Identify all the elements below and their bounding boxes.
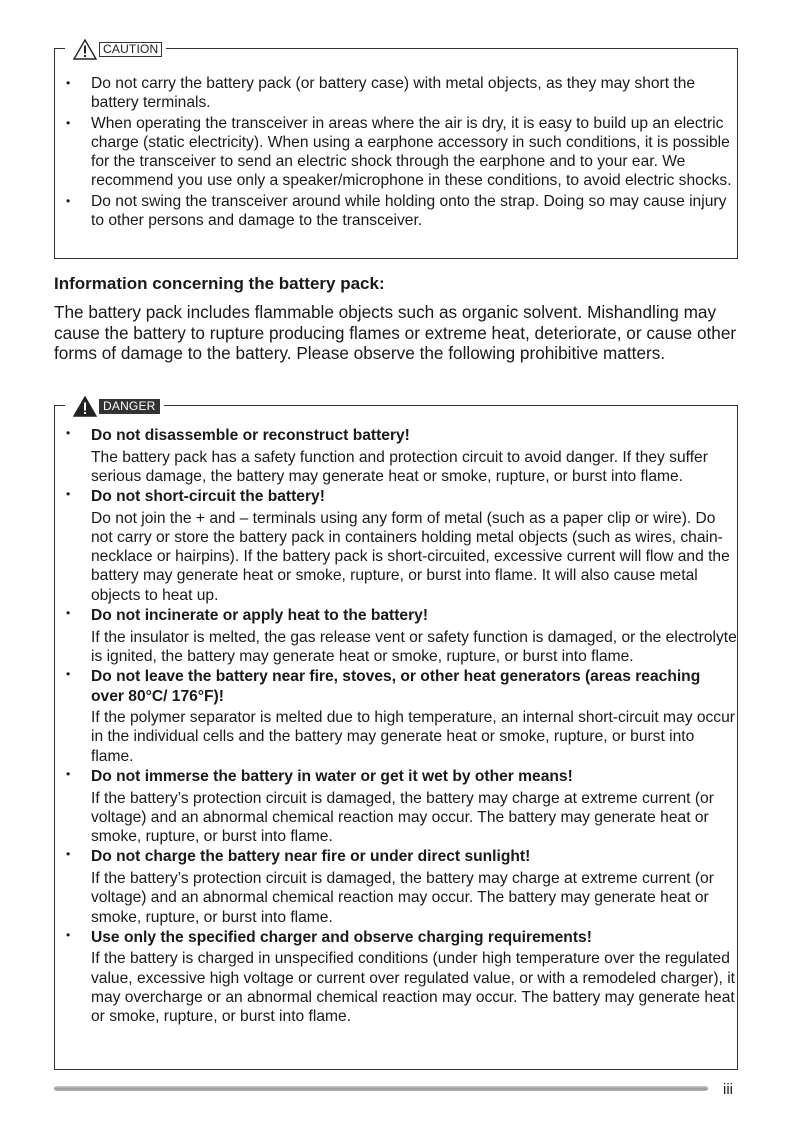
- danger-item-body: If the battery’s protection circuit is damaged, the battery may charge at extreme current (or voltage) and an abnormal chemical reaction may occur. The battery may generate heat or smoke, rupture, or burst into flame.: [91, 869, 714, 926]
- danger-item-body: The battery pack has a safety function and protection circuit to avoid danger. If they suffer serious damage, the battery may generate heat or smoke, rupture, or burst into flame.: [91, 448, 708, 485]
- page-number: iii: [723, 1081, 733, 1098]
- section-heading: Information concerning the battery pack:: [54, 274, 385, 293]
- danger-tag: [65, 395, 164, 417]
- danger-item-title: • Do not incinerate or apply heat to the battery!: [91, 607, 429, 625]
- caution-box: [54, 41, 738, 259]
- danger-item: [55, 667, 737, 766]
- caution-item: • When operating the transceiver in areas where the air is dry, it is easy to build up an electric charge (static electricity). When using a earphone accessory in such conditions, it is possible for the transceiver to send an electric shock through the earphone and to your ear. We recommend you use only a speaker/microphone in these conditions, to avoid electric shocks.: [55, 114, 737, 190]
- danger-item: [55, 606, 737, 666]
- caution-list: [55, 49, 737, 230]
- danger-item: [55, 847, 737, 926]
- danger-item-body: Do not join the + and – terminals using any form of metal (such as a paper clip or wire). Do not carry or store the battery pack in containers holding metal objects (such as wires, chain-necklace or hairpins). If the battery pack is short-circuited, excessive current will flow and the battery may generate heat or smoke, rupture, or burst into flame. It will also cause metal objects to heat up.: [91, 509, 730, 604]
- danger-item: [55, 487, 737, 605]
- caution-tag: [65, 38, 166, 60]
- danger-item-body: If the battery’s protection circuit is damaged, the battery may charge at extreme current (or voltage) and an abnormal chemical reaction may occur. The battery may generate heat or smoke, rupture, or burst into flame.: [91, 789, 714, 846]
- danger-item-title: • Do not charge the battery near fire or under direct sunlight!: [91, 848, 531, 866]
- danger-item-body: If the battery is charged in unspecified conditions (under high temperature over the regulated value, excessive high voltage or current over regulated value, or with a remodeled charger), it may overcharge or an abnormal chemical reaction may occur. The battery may generate heat or smoke, rupture, or burst into flame.: [91, 950, 736, 1026]
- danger-item-body: If the insulator is melted, the gas release vent or safety function is damaged, or the electrolyte is ignited, the battery may generate heat or smoke, rupture, or burst into flame.: [91, 628, 737, 665]
- danger-item-title: • Use only the specified charger and observe charging requirements!: [91, 928, 592, 946]
- footer-rule: [54, 1086, 708, 1091]
- danger-item-title: • Do not leave the battery near fire, stoves, or other heat generators (areas reaching over 80°C/ 176°F)!: [91, 668, 701, 705]
- danger-label: DANGER: [99, 399, 160, 414]
- caution-item: • Do not swing the transceiver around while holding onto the strap. Doing so may cause injury to other persons and damage to the transceiver.: [55, 192, 737, 230]
- danger-item: [55, 767, 737, 846]
- danger-item: [55, 426, 737, 486]
- danger-item: [55, 928, 737, 1027]
- caution-label: CAUTION: [99, 42, 162, 57]
- danger-list: [55, 406, 737, 1027]
- danger-item-title: • Do not disassemble or reconstruct battery!: [91, 427, 410, 444]
- caution-item: • Do not carry the battery pack (or battery case) with metal objects, as they may short the battery terminals.: [55, 74, 737, 112]
- intro-paragraph: The battery pack includes flammable objects such as organic solvent. Mishandling may cause the battery to rupture producing flames or extreme heat, deteriorate, or cause other forms of damage to the battery. Please observe the following prohibitive matters.: [54, 302, 737, 364]
- danger-item-title: • Do not immerse the battery in water or get it wet by other means!: [91, 768, 573, 786]
- danger-item-body: If the polymer separator is melted due to high temperature, an internal short-circuit may occur in the individual cells and the battery may generate heat or smoke, rupture, or burst into flame.: [91, 709, 735, 765]
- danger-box: [54, 398, 738, 1070]
- danger-item-title: • Do not short-circuit the battery!: [91, 488, 325, 506]
- warning-triangle-icon: [73, 39, 97, 60]
- danger-triangle-icon: [73, 396, 97, 417]
